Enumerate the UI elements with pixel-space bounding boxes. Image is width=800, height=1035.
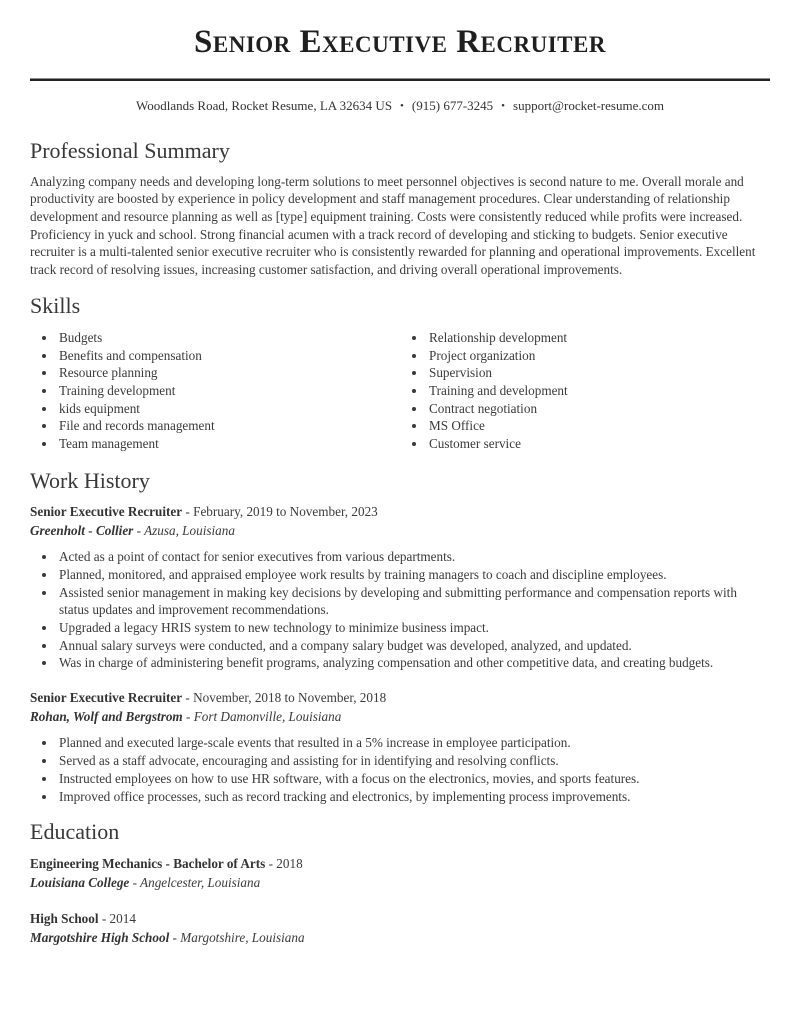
job-duty-item: • Served as a staff advocate, encouraging and assisting for in identifying and resolving conflicts. <box>57 752 770 770</box>
dash-separator: - <box>185 504 190 520</box>
skill-item: • Training development <box>57 382 400 400</box>
job-duties-list <box>30 734 770 805</box>
job-duty-item: • Upgraded a legacy HRIS system to new technology to minimize business impact. <box>57 619 770 637</box>
education-degree: Engineering Mechanics - Bachelor of Arts <box>30 855 266 871</box>
education-school-line <box>30 873 770 892</box>
education-location: Margotshire, Louisiana <box>180 929 305 945</box>
job-duty-item: • Instructed employees on how to use HR software, with a focus on the electronics, movies, and sports features. <box>57 770 770 788</box>
education-school: Margotshire High School <box>30 929 170 945</box>
job-dates: February, 2019 to November, 2023 <box>193 504 378 520</box>
job-duty-item: • Planned, monitored, and appraised employee work results by training managers to coach and discipline employees. <box>57 566 770 584</box>
contact-separator: • <box>501 100 506 113</box>
skill-item: • File and records management <box>57 417 400 435</box>
dash-separator: - <box>185 709 191 725</box>
section-work-history <box>30 468 770 805</box>
dash-separator: - <box>101 910 107 926</box>
job-title-line <box>30 502 770 521</box>
skills-heading: Skills <box>30 292 81 318</box>
dash-separator: - <box>268 855 273 871</box>
job-entry <box>30 688 770 805</box>
skill-item: • Project organization <box>427 347 770 365</box>
contact-separator: • <box>400 100 404 113</box>
skills-column-right <box>400 329 770 453</box>
job-dates: November, 2018 to November, 2018 <box>193 690 387 706</box>
summary-heading: Professional Summary <box>30 138 230 164</box>
education-year: 2018 <box>276 855 303 871</box>
skill-item: • Budgets <box>57 329 400 347</box>
job-duty-item: • Was in charge of administering benefit programs, analyzing compensation and other competitive data, and creating budgets. <box>57 654 770 672</box>
skill-item: • Benefits and compensation <box>57 347 400 365</box>
resume-header <box>30 22 770 114</box>
dash-separator: - <box>172 929 177 945</box>
skill-item: • Team management <box>57 435 400 453</box>
resume-title: Senior Executive Recruiter <box>194 24 606 60</box>
skill-item: • kids equipment <box>57 400 400 418</box>
education-degree: High School <box>30 910 99 926</box>
skill-item: • MS Office <box>427 417 770 435</box>
contact-email: support@rocket-resume.com <box>513 98 664 114</box>
skill-item: • Resource planning <box>57 364 400 382</box>
job-location: Fort Damonville, Louisiana <box>193 709 342 725</box>
work-history-heading: Work History <box>30 467 150 493</box>
contact-address: Woodlands Road, Rocket Resume, LA 32634 US <box>136 98 393 114</box>
job-company: Greenholt - Collier <box>30 523 134 539</box>
skill-item: • Relationship development <box>427 329 770 347</box>
job-company-line <box>30 521 770 540</box>
education-entry <box>30 854 770 892</box>
section-education <box>30 819 770 947</box>
dash-separator: - <box>132 874 137 890</box>
section-skills <box>30 293 770 453</box>
education-entry <box>30 909 770 947</box>
contact-line <box>30 98 770 114</box>
job-duty-item: • Improved office processes, such as record tracking and electronics, by implementing process improvements. <box>57 788 770 806</box>
skill-item: • Contract negotiation <box>427 400 770 418</box>
job-title-line <box>30 688 770 707</box>
summary-text: Analyzing company needs and developing long-term solutions to meet personnel objectives is second nature to me. Overall morale and productivity are boosted by experience in policy development and staff management procedures. Clear understanding of relationship development and resource planning as well as [type] equipment training. Costs were consistently reduced while profits were increased. Proficiency in yuck and school. Strong financial acumen with a track record of developing and sticking to budgets. Senior executive recruiter is a multi-talented senior executive recruiter who is consistently rewarded for planning and operational improvements. Excellent track record of resolving issues, increasing customer satisfaction, and driving overall operational improvements. <box>30 173 756 277</box>
section-professional-summary <box>30 138 770 278</box>
education-location: Angelcester, Louisiana <box>140 874 261 890</box>
skills-columns <box>30 329 770 453</box>
education-degree-line <box>30 854 770 873</box>
job-location: Azusa, Louisiana <box>144 523 235 539</box>
education-school-line <box>30 928 770 947</box>
education-school: Louisiana College <box>30 874 130 890</box>
header-divider <box>30 78 770 81</box>
job-duty-item: • Assisted senior management in making key decisions by developing and submitting performance and compensation reports with status updates and improvement recommendations. <box>57 584 770 619</box>
skill-item: • Training and development <box>427 382 770 400</box>
skill-item: • Supervision <box>427 364 770 382</box>
education-degree-line <box>30 909 770 928</box>
job-duty-item: • Acted as a point of contact for senior executives from various departments. <box>57 548 770 566</box>
job-title: Senior Executive Recruiter <box>30 504 183 520</box>
job-entry <box>30 502 770 672</box>
job-company: Rohan, Wolf and Bergstrom <box>30 709 183 725</box>
dash-separator: - <box>136 523 142 539</box>
job-title: Senior Executive Recruiter <box>30 690 183 706</box>
job-duties-list <box>30 548 770 672</box>
education-heading: Education <box>30 819 120 845</box>
job-duty-item: • Planned and executed large-scale events that resulted in a 5% increase in employee participation. <box>57 734 770 752</box>
job-company-line <box>30 707 770 726</box>
contact-phone: (915) 677-3245 <box>411 98 494 114</box>
education-year: 2014 <box>109 910 136 926</box>
dash-separator: - <box>185 690 190 706</box>
job-duty-item: • Annual salary surveys were conducted, and a company salary budget was developed, analyzed, and updated. <box>57 637 770 655</box>
skills-column-left <box>30 329 400 453</box>
skill-item: • Customer service <box>427 435 770 453</box>
